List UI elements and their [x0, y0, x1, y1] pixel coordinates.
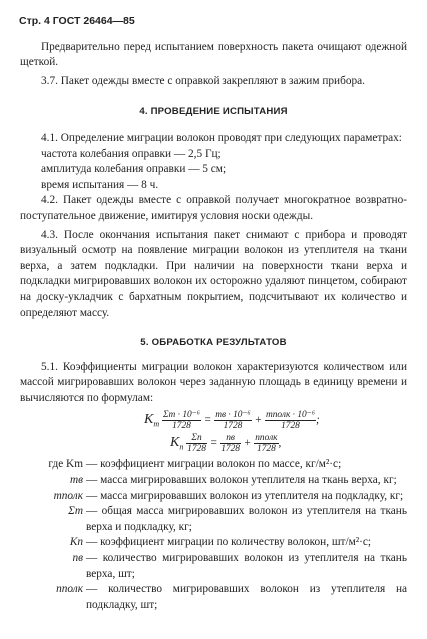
- formula-km-plus: +: [254, 414, 263, 427]
- page-header: Стр. 4 ГОСТ 26464—85: [19, 15, 135, 27]
- definition-text: — количество мигрировавших волокон из утеплителя на ткань верха, шт;: [86, 552, 407, 580]
- formula-km-lhs-sub: m: [153, 419, 160, 429]
- definitions-list: [20, 457, 407, 613]
- formula-km-eq: =: [203, 414, 212, 427]
- definition-symbol: Kn: [69, 536, 83, 549]
- formula-km: $K_m$ $\frac{\text{Σm · 10⁻⁶}}{1728}$ = $\frac{\text{mв · 10⁻⁶}}{1728}$ + $\frac{\text{mполк · 10⁻⁶}}{1728}$ ;: [144, 410, 320, 432]
- section-5-title: 5. ОБРАБОТКА РЕЗУЛЬТАТОВ: [140, 337, 287, 349]
- definition-symbol: nв: [72, 552, 83, 565]
- definition-text: — общая масса мигрировавших волокон из утеплителя на ткань верха и подкладку, кг;: [86, 505, 407, 533]
- definition-row: [20, 551, 407, 582]
- definition-symbol: mполк: [53, 489, 83, 502]
- param-frequency: частота колебания оправки — 2,5 Гц;: [41, 147, 221, 160]
- paragraph-3-7: 3.7. Пакет одежды вместе с оправкой закрепляют в зажим прибора.: [41, 74, 365, 87]
- paragraph-intro: Предварительно перед испытанием поверхность пакета очищают одежной щеткой.: [20, 40, 407, 69]
- formula-km-frac-top: $\frac{\text{mв · 10⁻⁶}}{1728}$: [215, 410, 251, 432]
- paragraph-4-3: 4.3. После окончания испытания пакет снимают с прибора и проводят визуальный осмотр на появление миграции волокон из утеплителя на ткани верха, а затем подкладки. При наличии на поверхности ткани верха и подкладки мигрировавших волокон их осторожно удаляют пинцетом, собирают на доску-укладчик с бархатным покрытием, подсчитывают их количество и определяют массу.: [20, 228, 407, 319]
- formula-kn-plus: +: [243, 437, 252, 450]
- paragraph-4-2: 4.2. Пакет одежды вместе с оправкой получает многократное возвратно-поступательное движение, имитируя условия носки одежды.: [20, 194, 407, 222]
- paragraph-5-1: 5.1. Коэффициенты миграции волокон характеризуются количеством или массой мигрировавших волокон через заданную площадь в единицу времени и вычисляются по формулам:: [20, 360, 407, 404]
- formula-kn-frac-total: $\frac{\Sigma n}{1728}$: [187, 433, 206, 455]
- definition-row: [20, 582, 407, 613]
- definition-text: — масса мигрировавших волокон из утеплителя на подкладку, кг;: [86, 489, 404, 502]
- paragraph-4-1: 4.1. Определение миграции волокон проводят при следующих параметрах:: [41, 131, 402, 144]
- definition-row: [20, 457, 407, 473]
- definition-row: [20, 535, 407, 551]
- formula-kn-frac-top: $\frac{nв}{1728}$: [221, 433, 240, 455]
- definition-row: [20, 489, 407, 505]
- formula-kn-lhs-sub: n: [179, 442, 184, 452]
- formula-kn-lhs: K: [170, 435, 180, 451]
- formula-kn-frac-lining: $\frac{\text{nполк}}{1728}$: [255, 433, 278, 455]
- definition-text: — коэффициент миграции по количеству волокон, шт/м²·с;: [86, 536, 372, 549]
- definition-text: — коэффициент миграции волокон по массе, кг/м²·с;: [86, 458, 342, 471]
- formula-kn-eq: =: [209, 437, 218, 450]
- section-4-title: 4. ПРОВЕДЕНИЕ ИСПЫТАНИЯ: [139, 106, 288, 118]
- definition-row: [20, 504, 407, 535]
- definition-text: — количество мигрировавших волокон из утеплителя на подкладку, шт;: [86, 583, 407, 611]
- definition-symbol: nполк: [56, 583, 83, 596]
- definition-symbol: где Km: [48, 458, 83, 471]
- definition-symbol: mв: [69, 474, 83, 487]
- formula-km-lhs: K: [144, 412, 154, 428]
- formula-km-frac-lining: $\frac{\text{mполк · 10⁻⁶}}{1728}$: [265, 410, 315, 432]
- formula-kn: $K_n$ $\frac{\Sigma n}{1728}$ = $\frac{nв}{1728}$ + $\frac{\text{nполк}}{1728}$ ,: [170, 433, 282, 455]
- formula-km-frac-total: $\frac{\text{Σm · 10⁻⁶}}{1728}$: [162, 410, 200, 432]
- definition-text: — масса мигрировавших волокон утеплителя на ткань верха, кг;: [86, 474, 397, 487]
- param-duration: время испытания — 8 ч.: [41, 178, 159, 191]
- definition-symbol: Σm: [68, 505, 83, 518]
- param-amplitude: амплитуда колебания оправки — 5 см;: [41, 163, 227, 176]
- definition-row: [20, 473, 407, 489]
